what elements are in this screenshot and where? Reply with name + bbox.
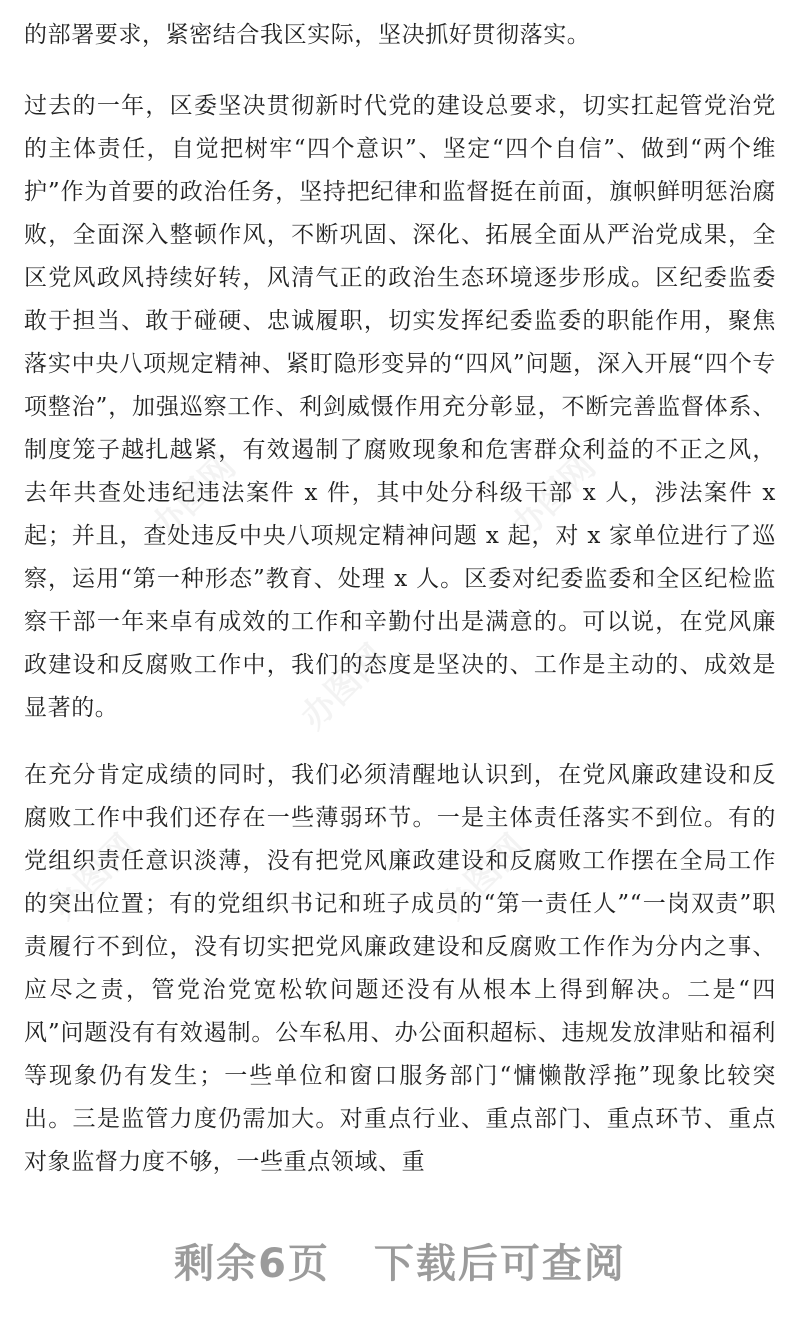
watermark: 办图网 xyxy=(293,636,394,738)
download-hint-label: 下载后可查阅 xyxy=(373,1241,626,1287)
watermark: 办图网 xyxy=(43,826,144,928)
download-prompt-banner[interactable] xyxy=(0,1232,800,1296)
watermark: 办图网 xyxy=(503,446,604,548)
remaining-pages-label: 剩余6页 xyxy=(174,1241,330,1287)
paragraph: 在充分肯定成绩的同时，我们必须清醒地认识到，在党风廉政建设和反腐败工作中我们还存在一些薄弱环节。一是主体责任落实不到位。有的党组织责任意识淡薄，没有把党风廉政建设和反腐败工作摆在全局工作的突出位置；有的党组织书记和班子成员的“第一责任人”“一岗双责”职责履行不到位，没有切实把党风廉政建设和反腐败工作作为分内之事、应尽之责，管党治党宽松软问题还没有从根本上得到解决。二是“四风”问题没有有效遏制。公车私用、办公面积超标、违规发放津贴和福利等现象仍有发生；一些单位和窗口服务部门“慵懒散浮拖”现象比较突出。三是监管力度仍需加大。对重点行业、重点部门、重点环节、重点对象监督力度不够，一些重点领域、重 xyxy=(24,762,776,1175)
paragraph: 过去的一年，区委坚决贯彻新时代党的建设总要求，切实扛起管党治党的主体责任，自觉把树牢“四个意识”、坚定“四个自信”、做到“两个维护”作为首要的政治任务，坚持把纪律和监督挺在前面，旗帜鲜明惩治腐败，全面深入整顿作风，不断巩固、深化、拓展全面从严治党成果，全区党风政风持续好转，风清气正的政治生态环境逐步形成。区纪委监委敢于担当、敢于碰硬、忠诚履职，切实发挥纪委监委的职能作用，聚焦落实中央八项规定精神、紧盯隐形变异的“四风”问题，深入开展“四个专项整治”，加强巡察工作、利剑威慑作用充分彰显，不断完善监督体系、制度笼子越扎越紧，有效遏制了腐败现象和危害群众利益的不正之风，去年共查处违纪违法案件 x 件，其中处分科级干部 x 人，涉法案件 x 起；并且，查处违反中央八项规定精神问题 x 起，对 x 家单位进行了巡察，运用“第一种形态”教育、处理 x 人。区委对纪委监委和全区纪检监察干部一年来卓有成效的工作和辛勤付出是满意的。可以说，在党风廉政建设和反腐败工作中，我们的态度是坚决的、工作是主动的、成效是显著的。 xyxy=(24,93,776,721)
watermark: 办图网 xyxy=(433,826,534,928)
paragraph: 的部署要求，紧密结合我区实际，坚决抓好贯彻落实。 xyxy=(24,22,591,48)
document-body xyxy=(24,14,776,1184)
watermark: 办图网 xyxy=(143,446,244,548)
